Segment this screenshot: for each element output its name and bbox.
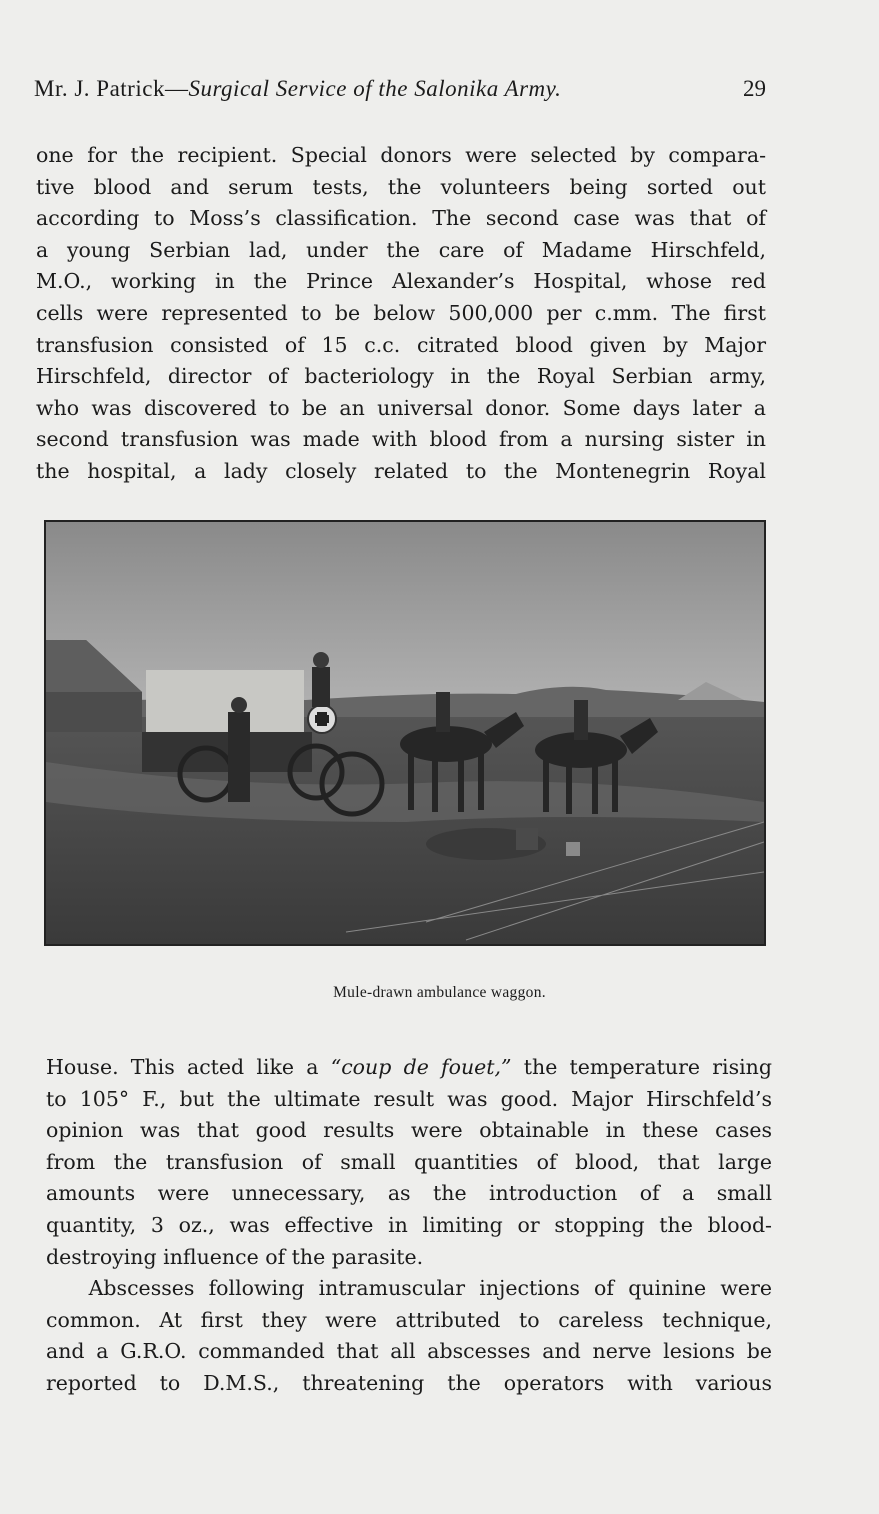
text-line: second transfusion was made with blood from a nursing sister in bbox=[36, 427, 766, 452]
header-author: Mr. J. Patrick bbox=[34, 76, 165, 101]
text-line: and a G.R.O. commanded that all abscesses and nerve lesions be bbox=[46, 1339, 772, 1364]
text-line: according to Moss’s classification. The second case was that of bbox=[36, 206, 766, 231]
italic-phrase: “coup de fouet,” bbox=[330, 1055, 512, 1079]
text-line: destroying influence of the parasite. bbox=[46, 1244, 424, 1269]
header-dash: — bbox=[164, 76, 189, 101]
driver bbox=[312, 667, 330, 707]
wagon-body bbox=[142, 732, 312, 772]
rider bbox=[574, 700, 588, 740]
text-line: Hirschfeld, director of bacteriology in the Royal Serbian army, bbox=[36, 364, 766, 389]
text-line: Abscesses following intramuscular injections of quinine were bbox=[46, 1276, 772, 1301]
text-span: the temperature rising bbox=[511, 1055, 772, 1079]
text-line: M.O., working in the Prince Alexander’s Hospital, whose red bbox=[36, 269, 766, 294]
text-line: transfusion consisted of 15 c.c. citrated blood given by Major bbox=[36, 332, 766, 357]
rider bbox=[436, 692, 450, 732]
text-line: quantity, 3 oz., was effective in limiting or stopping the blood- bbox=[46, 1212, 772, 1237]
standing-soldier bbox=[228, 712, 250, 802]
text-line: the hospital, a lady closely related to the Montenegrin Royal bbox=[36, 458, 766, 483]
body-text-bottom bbox=[46, 1052, 772, 1400]
text-line: common. At first they were attributed to careless technique, bbox=[46, 1307, 772, 1332]
text-span: House. This acted like a bbox=[46, 1055, 331, 1079]
header-author-title bbox=[34, 76, 561, 102]
text-line: amounts were unnecessary, as the introduction of a small bbox=[46, 1181, 772, 1206]
text-line: who was discovered to be an universal donor. Some days later a bbox=[36, 395, 766, 420]
header-article-title: Surgical Service of the Salonika Army. bbox=[188, 76, 562, 101]
text-line bbox=[46, 1052, 772, 1084]
text-line: reported to D.M.S., threatening the operators with various bbox=[46, 1370, 772, 1395]
page-number: 29 bbox=[743, 76, 766, 101]
photo-illustration bbox=[46, 522, 764, 944]
text-line: opinion was that good results were obtainable in these cases bbox=[46, 1118, 772, 1143]
body-text-top bbox=[36, 140, 766, 488]
ambulance-photograph bbox=[44, 520, 766, 946]
wagon-canvas bbox=[146, 670, 304, 740]
running-header bbox=[34, 76, 766, 106]
text-line: to 105° F., but the ultimate result was good. Major Hirschfeld’s bbox=[46, 1086, 772, 1111]
text-line: from the transfusion of small quantities of blood, that large bbox=[46, 1149, 772, 1174]
text-line: a young Serbian lad, under the care of Madame Hirschfeld, bbox=[36, 237, 766, 262]
figure-caption: Mule-drawn ambulance waggon. bbox=[333, 984, 546, 1001]
text-line: one for the recipient. Special donors were selected by compara- bbox=[36, 143, 766, 167]
text-line: tive blood and serum tests, the volunteers being sorted out bbox=[36, 174, 766, 199]
text-line: cells were represented to be below 500,000 per c.mm. The first bbox=[36, 300, 766, 325]
